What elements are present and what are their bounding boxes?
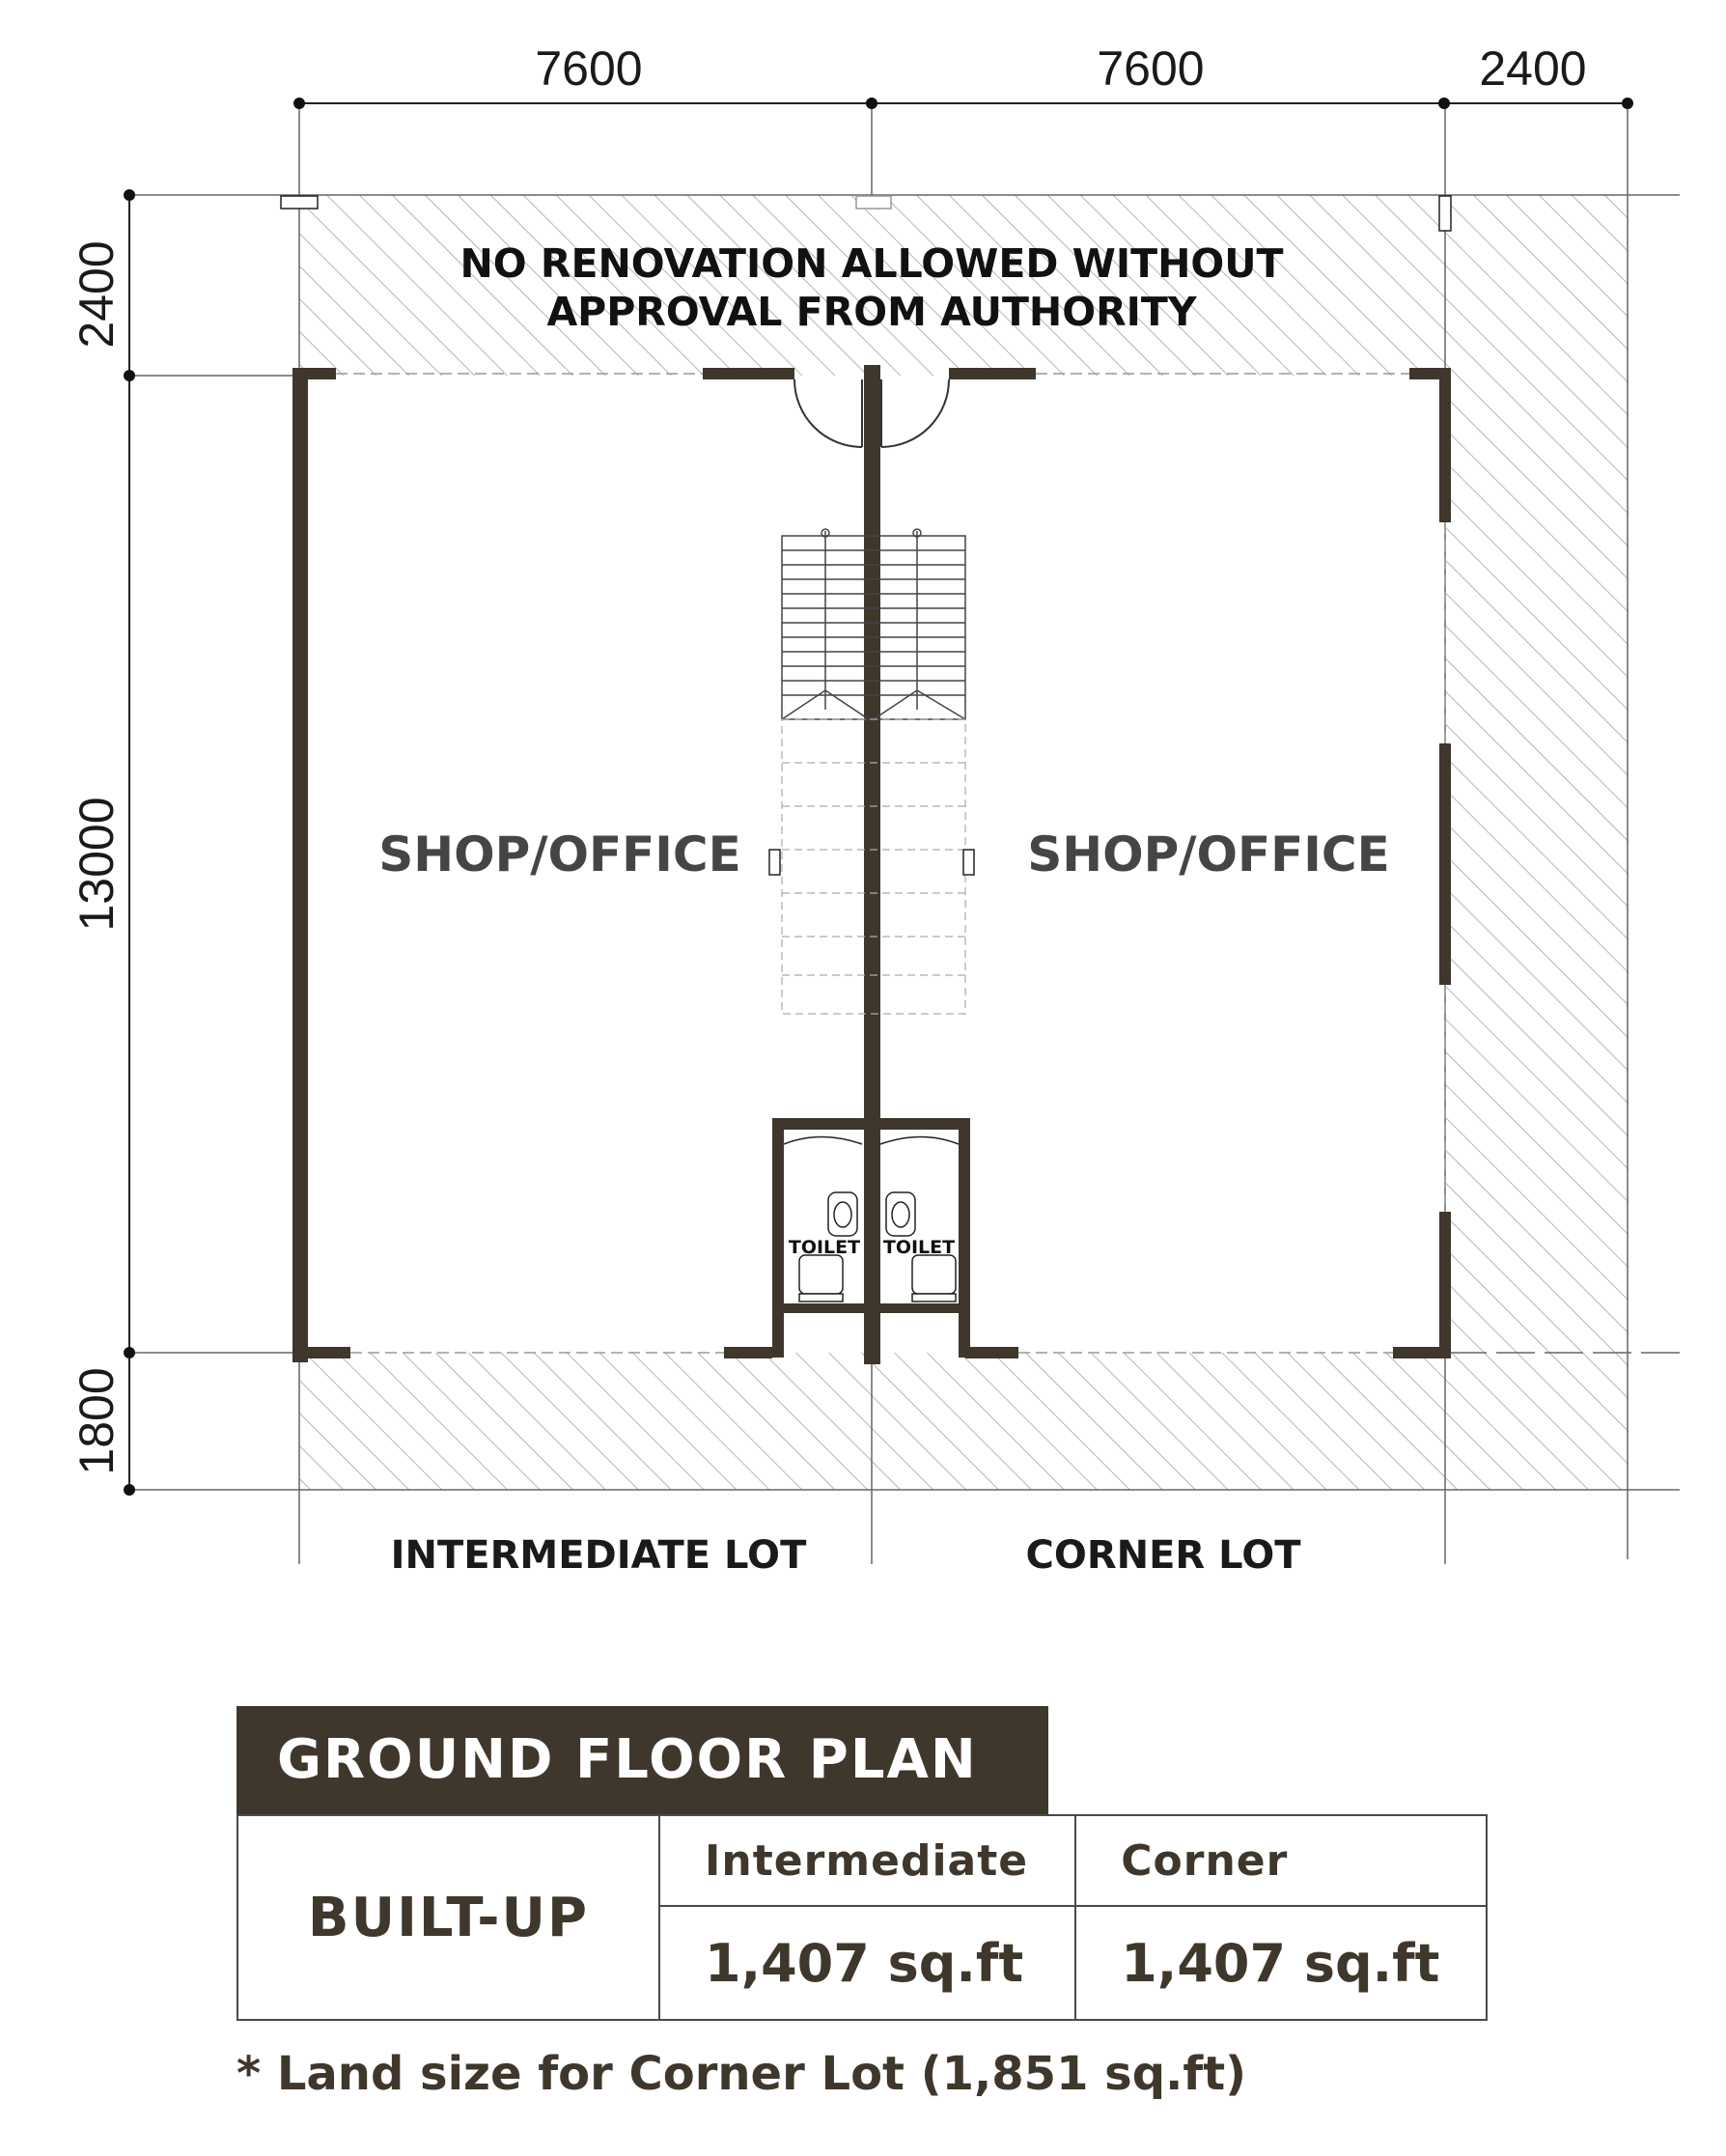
dimension-top-1: 7600: [535, 42, 643, 96]
corner-value: 1,407 sq.ft: [1075, 1906, 1487, 2020]
renovation-note-line-2: APPROVAL FROM AUTHORITY: [546, 289, 1197, 335]
corner-header: Corner: [1075, 1815, 1487, 1906]
room-label-right-shop: SHOP/OFFICE: [1027, 826, 1390, 882]
table-title: GROUND FLOOR PLAN: [237, 1706, 1048, 1814]
built-up-table: [237, 1814, 1488, 2021]
room-label-left-shop: SHOP/OFFICE: [378, 826, 741, 882]
land-size-footnote: * Land size for Corner Lot (1,851 sq.ft): [237, 2047, 1247, 2101]
dimension-left-2: 13000: [70, 797, 124, 932]
built-up-label: BUILT-UP: [237, 1815, 659, 2020]
dimension-top-2: 7600: [1097, 42, 1205, 96]
lot-label-corner: CORNER LOT: [1025, 1533, 1301, 1578]
intermediate-header: Intermediate: [659, 1815, 1075, 1906]
dimension-left-1: 2400: [70, 240, 124, 349]
room-label-right-toilet: TOILET: [882, 1237, 956, 1258]
dimension-top-3: 2400: [1479, 42, 1587, 96]
renovation-note-line-1: NO RENOVATION ALLOWED WITHOUT: [459, 240, 1284, 287]
room-label-left-toilet: TOILET: [788, 1237, 861, 1258]
intermediate-value: 1,407 sq.ft: [659, 1906, 1075, 2020]
dimension-left-3: 1800: [70, 1367, 124, 1475]
lot-label-intermediate: INTERMEDIATE LOT: [390, 1533, 807, 1578]
